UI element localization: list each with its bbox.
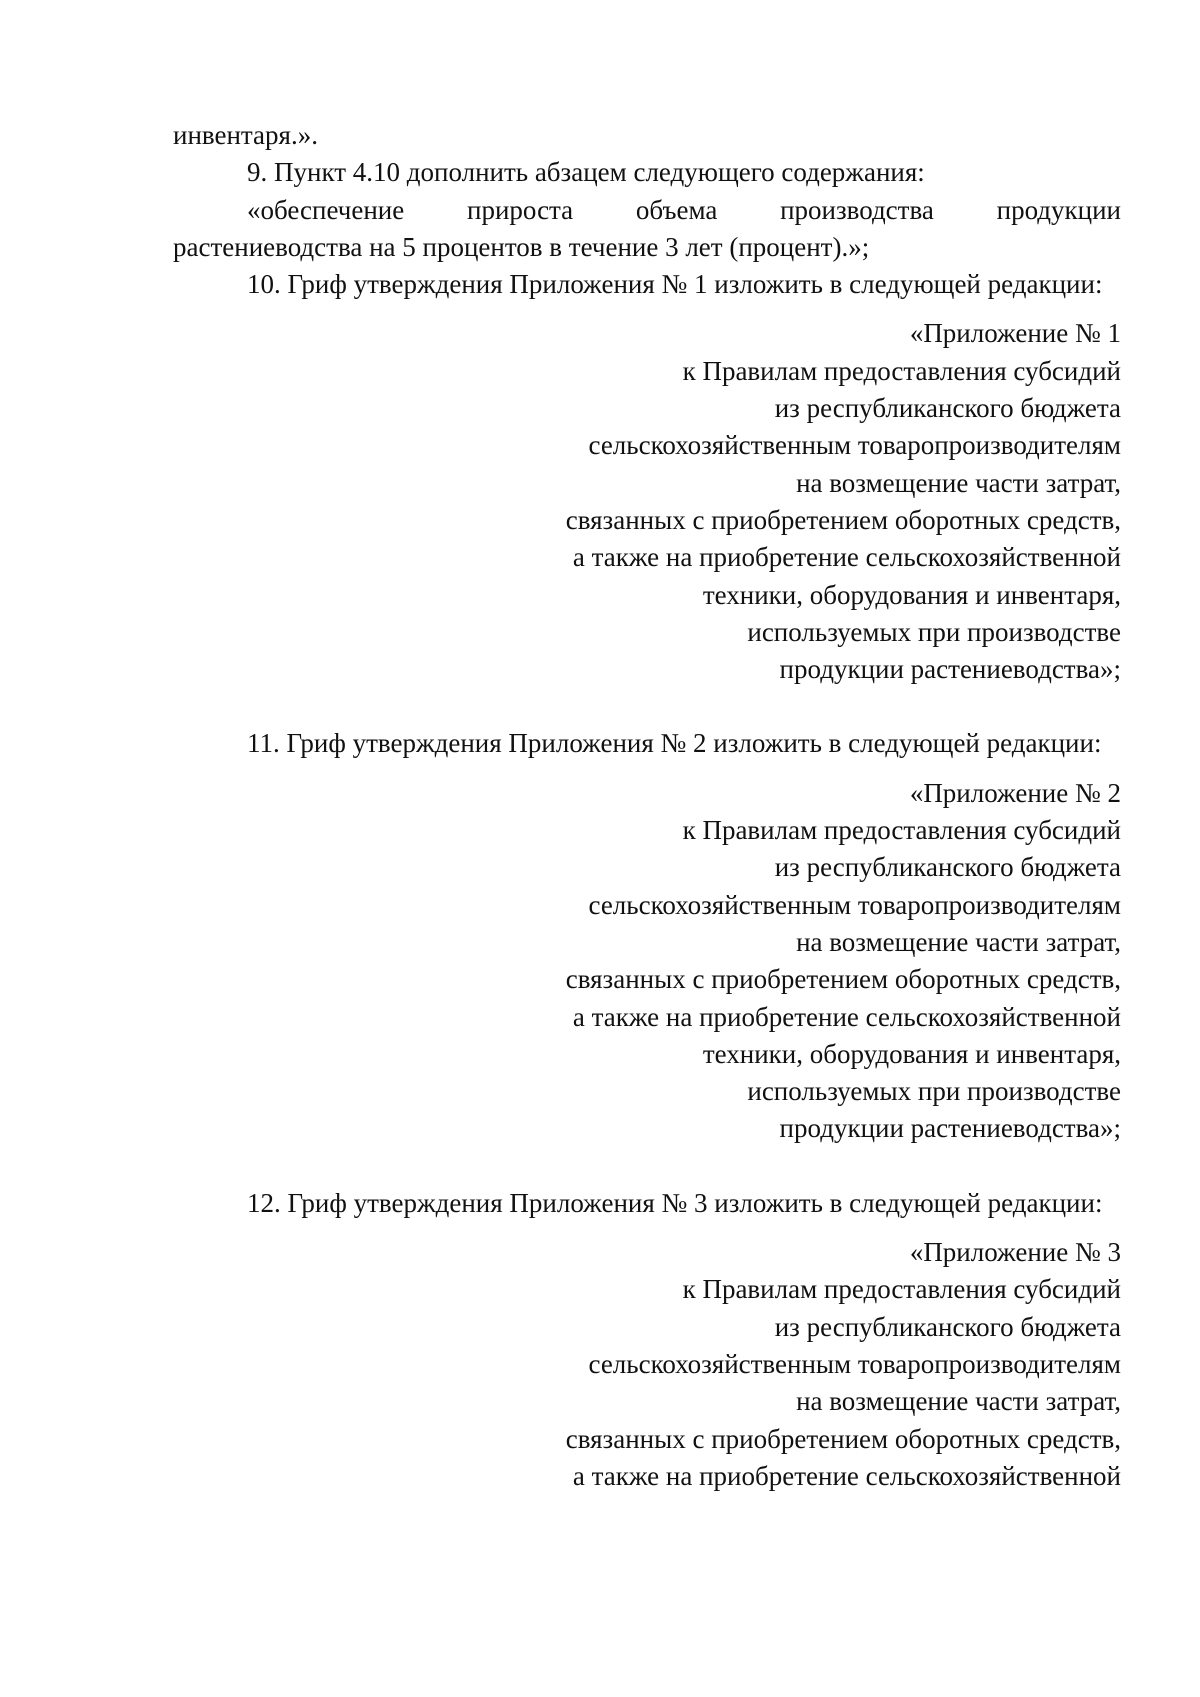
grif-line: «Приложение № 2 xyxy=(909,777,1121,808)
grif-line: используемых при производстве xyxy=(747,1076,1121,1107)
grif-line: «Приложение № 1 xyxy=(909,318,1121,349)
grif-line: сельскохозяйственным товаропроизводителям xyxy=(588,430,1121,461)
approval-stamp-appendix-1 xyxy=(173,315,1121,688)
grif-line: связанных с приобретением оборотных средств, xyxy=(565,504,1121,535)
spacer xyxy=(173,303,1121,315)
paragraph-end-of-item-8: инвентаря.». xyxy=(173,120,318,150)
grif-line: из республиканского бюджета xyxy=(774,393,1121,424)
paragraph-item-10: 10. Гриф утверждения Приложения № 1 изложить в следующей редакции: xyxy=(247,269,1103,300)
grif-line: к Правилам предоставления субсидий xyxy=(682,1274,1121,1305)
paragraph-item-9: 9. Пункт 4.10 дополнить абзацем следующего содержания: xyxy=(247,157,925,188)
grif-line: из республиканского бюджета xyxy=(774,852,1121,883)
grif-line: связанных с приобретением оборотных средств, xyxy=(565,964,1121,995)
grif-line: к Правилам предоставления субсидий xyxy=(682,815,1121,846)
grif-line: к Правилам предоставления субсидий xyxy=(682,355,1121,386)
grif-line: используемых при производстве xyxy=(747,616,1121,647)
grif-line: продукции растениеводства»; xyxy=(779,1113,1121,1144)
grif-line: «Приложение № 3 xyxy=(909,1237,1121,1268)
paragraph-item-12: 12. Гриф утверждения Приложения № 3 изложить в следующей редакции: xyxy=(247,1187,1103,1218)
grif-line: продукции растениеводства»; xyxy=(779,654,1121,685)
grif-line: на возмещение части затрат, xyxy=(796,467,1121,498)
grif-line: техники, оборудования и инвентаря, xyxy=(702,1038,1121,1069)
grif-line: сельскохозяйственным товаропроизводителям xyxy=(588,889,1121,920)
approval-stamp-appendix-2 xyxy=(173,775,1121,1148)
grif-line: на возмещение части затрат, xyxy=(796,926,1121,957)
quoted-text-line-2: растениеводства на 5 процентов в течение 3 лет (процент).»; xyxy=(173,231,870,262)
grif-line: а также на приобретение сельскохозяйственной xyxy=(572,1001,1121,1032)
spacer xyxy=(173,1222,1121,1234)
approval-stamp-appendix-3 xyxy=(173,1234,1121,1495)
spacer xyxy=(173,763,1121,775)
grif-line: сельскохозяйственным товаропроизводителям xyxy=(588,1348,1121,1379)
grif-line: техники, оборудования и инвентаря, xyxy=(702,579,1121,610)
quoted-text-line-1: «обеспечение прироста объема производства продукции xyxy=(247,194,1121,225)
spacer xyxy=(173,688,1121,725)
grif-line: а также на приобретение сельскохозяйственной xyxy=(572,542,1121,573)
paragraph-item-11: 11. Гриф утверждения Приложения № 2 изложить в следующей редакции: xyxy=(247,728,1102,759)
spacer xyxy=(173,1148,1121,1185)
grif-line: а также на приобретение сельскохозяйственной xyxy=(572,1460,1121,1491)
document-page xyxy=(173,117,1121,1495)
grif-line: на возмещение части затрат, xyxy=(796,1386,1121,1417)
grif-line: из республиканского бюджета xyxy=(774,1311,1121,1342)
grif-line: связанных с приобретением оборотных средств, xyxy=(565,1423,1121,1454)
